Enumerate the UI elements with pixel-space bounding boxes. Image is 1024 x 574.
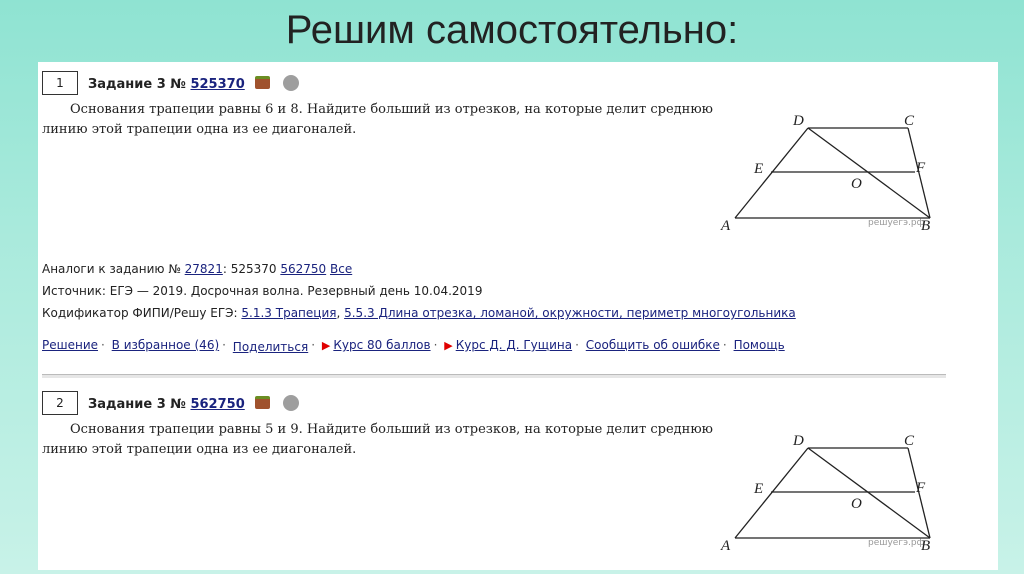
trapezoid-figure <box>718 430 948 558</box>
task-number-box: 1 <box>42 71 78 95</box>
briefcase-icon[interactable] <box>255 396 270 409</box>
task-id-link[interactable]: 525370 <box>190 77 245 92</box>
task-heading <box>88 395 299 412</box>
label-o: O <box>851 496 862 512</box>
course-gushchin-link[interactable]: Курс Д. Д. Гущина <box>455 338 573 352</box>
task-actions: Решение · В избранное (46) · Поделиться · ▶ Курс 80 баллов · ▶ Курс Д. Д. Гущина · Сообщить об ошибке · Помощь <box>42 338 785 354</box>
label-a: A <box>721 218 731 234</box>
help-link[interactable]: Помощь <box>733 338 785 352</box>
figure-watermark: решуегэ.рф <box>868 218 925 228</box>
task-heading <box>88 75 299 92</box>
task-text: Основания трапеции равны 5 и 9. Найдите больший из отрезков, на которые делит среднюю линию этой трапеции одна из ее диагоналей. <box>42 422 713 457</box>
label-a: A <box>721 538 731 554</box>
analog-link-all[interactable]: Все <box>329 262 353 276</box>
share-link[interactable]: Поделиться <box>232 340 309 354</box>
task-heading-label: Задание 3 № <box>88 77 186 92</box>
label-c: C <box>904 433 915 449</box>
codifier-link-553[interactable]: 5.5.3 Длина отрезка, ломаной, окружности, периметр многоугольника <box>344 306 796 320</box>
analog-link-27821[interactable]: 27821 <box>184 262 223 276</box>
analog-link-562750[interactable]: 562750 <box>280 262 327 276</box>
label-b: B <box>921 218 931 234</box>
analogs-line <box>42 262 352 276</box>
label-e: E <box>754 481 764 497</box>
status-dot-icon <box>283 75 299 91</box>
label-f: F <box>916 160 926 176</box>
label-c: C <box>904 113 915 129</box>
play-triangle-icon: ▶ <box>321 339 331 352</box>
analog-current: : 525370 <box>222 262 277 276</box>
label-d: D <box>793 113 804 129</box>
course-80-link[interactable]: Курс 80 баллов <box>333 338 431 352</box>
source-line: Источник: ЕГЭ — 2019. Досрочная волна. Резервный день 10.04.2019 <box>42 284 483 298</box>
play-triangle-icon: ▶ <box>444 339 453 352</box>
screenshot-panel <box>38 62 998 570</box>
analogs-label: Аналоги к заданию № <box>42 262 181 276</box>
task-heading-label: Задание 3 № <box>88 397 186 412</box>
label-o: O <box>851 176 862 192</box>
report-error-link[interactable]: Сообщить об ошибке <box>585 338 720 352</box>
codifier-label: Кодификатор ФИПИ/Решу ЕГЭ: <box>42 306 238 320</box>
slide-title: Решим самостоятельно: <box>285 8 739 52</box>
trapezoid-figure <box>718 110 948 238</box>
task-number-box: 2 <box>42 391 78 415</box>
task-text: Основания трапеции равны 6 и 8. Найдите больший из отрезков, на которые делит среднюю линию этой трапеции одна из ее диагоналей. <box>42 102 713 137</box>
codifier-link-513[interactable]: 5.1.3 Трапеция <box>241 306 337 320</box>
label-d: D <box>793 433 804 449</box>
briefcase-icon[interactable] <box>255 76 270 89</box>
task-id-link[interactable]: 562750 <box>190 397 245 412</box>
figure-watermark: решуегэ.рф <box>868 538 925 548</box>
label-f: F <box>916 480 926 496</box>
favorites-link[interactable]: В избранное (46) <box>111 338 220 352</box>
task-divider <box>42 374 946 378</box>
codifier-line: Кодификатор ФИПИ/Решу ЕГЭ: 5.1.3 Трапеция, 5.5.3 Длина отрезка, ломаной, окружности, периметр многоугольника <box>42 306 796 320</box>
label-b: B <box>921 538 931 554</box>
solution-link[interactable]: Решение <box>42 338 99 352</box>
status-dot-icon <box>283 395 299 411</box>
label-e: E <box>754 161 764 177</box>
